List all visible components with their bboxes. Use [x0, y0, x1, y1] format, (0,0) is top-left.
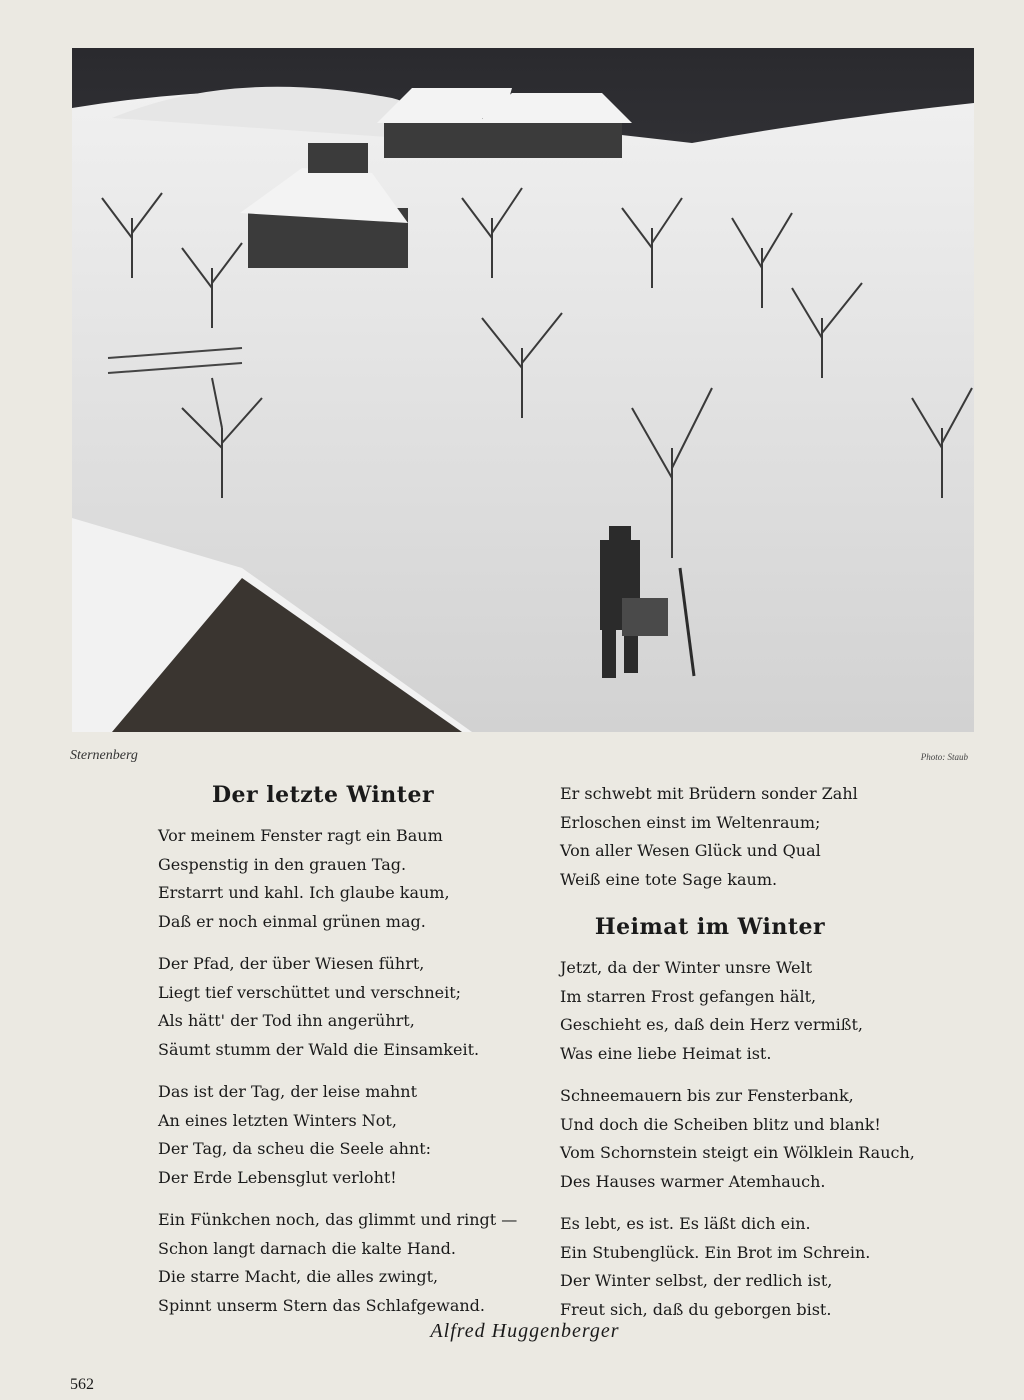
poem-line: Vor meinem Fenster ragt ein Baum [158, 826, 443, 845]
poem-line: Der Pfad, der über Wiesen führt, [158, 954, 425, 973]
stanza [158, 1206, 538, 1320]
poem-line: Weiß eine tote Sage kaum. [560, 869, 778, 889]
photo-caption: Sternenberg [70, 748, 138, 763]
poem-line: Im starren Frost gefangen hält, [560, 986, 817, 1006]
photo-credit: Photo: Staub [920, 752, 968, 762]
poem-line: Und doch die Scheiben blitz und blank! [560, 1114, 881, 1134]
poem-line: Liegt tief verschüttet und verschneit; [158, 982, 462, 1002]
photo-illustration [72, 48, 974, 732]
poem-line: Ein Fünkchen noch, das glimmt und ringt — [158, 1210, 518, 1229]
poem-line: Die starre Macht, die alles zwingt, [158, 1267, 439, 1286]
poem-line: An eines letzten Winters Not, [158, 1110, 397, 1130]
poem-line: Schneemauern bis zur Fensterbank, [560, 1086, 854, 1105]
poem-line: Erstarrt und kahl. Ich glaube kaum, [158, 883, 450, 902]
poem-line: Daß er noch einmal grünen mag. [158, 911, 426, 931]
poem-line: Schon langt darnach die kalte Hand. [158, 1238, 456, 1258]
poem-title: Der letzte Winter [211, 782, 435, 808]
poem-line: Geschieht es, daß dein Herz vermißt, [560, 1015, 863, 1034]
poem-column-left [158, 782, 538, 1334]
poem-line: Freut sich, daß du geborgen bist. [560, 1299, 832, 1319]
poem-line: Was eine liebe Heimat ist. [560, 1043, 772, 1063]
poem-line: Der Erde Lebensglut verloht! [158, 1167, 397, 1187]
page-number: 562 [70, 1376, 94, 1393]
poem-line: Er schwebt mit Brüdern sonder Zahl [560, 784, 858, 803]
stanza [158, 950, 538, 1064]
author-signature: Alfred Huggenberger [430, 1320, 620, 1342]
stanza [158, 822, 538, 936]
poem-line: Jetzt, da der Winter unsre Welt [560, 958, 813, 977]
poem-line: Als hätt' der Tod ihn angerührt, [158, 1011, 415, 1030]
stanza [560, 780, 980, 894]
poem-column-right [560, 780, 980, 1338]
poem-title: Heimat im Winter [594, 914, 826, 940]
poem-line: Der Winter selbst, der redlich ist, [560, 1271, 833, 1290]
stanza [560, 1210, 980, 1324]
winter-landscape-photo [72, 48, 974, 732]
poem-line: Erloschen einst im Weltenraum; [560, 812, 821, 832]
poem-line: Der Tag, da scheu die Seele ahnt: [158, 1139, 432, 1158]
stanza [560, 1082, 980, 1196]
stanza [560, 954, 980, 1068]
poem-line: Des Hauses warmer Atemhauch. [560, 1171, 826, 1191]
poem-line: Es lebt, es ist. Es läßt dich ein. [560, 1214, 811, 1233]
stanza [158, 1078, 538, 1192]
poem-line: Das ist der Tag, der leise mahnt [158, 1082, 417, 1101]
poem-line: Säumt stumm der Wald die Einsamkeit. [158, 1039, 480, 1059]
poem-line: Gespenstig in den grauen Tag. [158, 854, 407, 874]
poem-line: Spinnt unserm Stern das Schlafgewand. [158, 1295, 485, 1315]
poem-line: Vom Schornstein steigt ein Wölklein Rauch, [560, 1143, 915, 1162]
poem-line: Von aller Wesen Glück und Qual [560, 841, 821, 860]
poem-line: Ein Stubenglück. Ein Brot im Schrein. [560, 1242, 871, 1262]
